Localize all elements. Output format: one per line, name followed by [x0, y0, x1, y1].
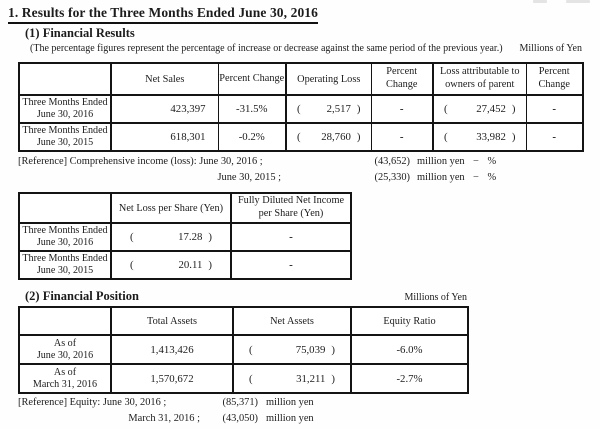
loss-attributable-value: ( 27,452 ) [433, 95, 526, 123]
open-paren: ( [297, 103, 301, 115]
fully-diluted-value: - [231, 223, 351, 251]
financial-results-table [18, 62, 584, 152]
row-label: Three Months Ended June 30, 2015 [19, 251, 111, 279]
table-row-q1-2016 [19, 223, 351, 251]
reference-label: [Reference] Equity: June 30, 2016 ; [18, 397, 167, 408]
financial-position-header-row [19, 307, 468, 335]
col-header-fully-diluted: Fully Diluted Net Income per Share (Yen) [231, 193, 351, 223]
open-paren: ( [249, 343, 253, 356]
close-paren: ) [208, 231, 212, 243]
total-assets-value: 1,413,426 [111, 335, 233, 364]
reference-label: March 31, 2016 ; [128, 413, 200, 424]
reference-value: (85,371) [222, 397, 258, 408]
section-2-heading: (2) Financial Position [25, 289, 139, 303]
close-paren: ) [511, 131, 516, 143]
row-label: As of March 31, 2016 [19, 364, 111, 393]
section-1-heading: (1) Financial Results [25, 26, 135, 40]
open-paren: ( [130, 259, 134, 271]
reference-value: (43,652) [374, 156, 410, 167]
open-paren: ( [444, 131, 448, 143]
equity-reference [18, 397, 582, 429]
row-label: Three Months Ended June 30, 2015 [19, 123, 111, 151]
open-paren: ( [297, 131, 301, 143]
close-paren: ) [356, 131, 361, 143]
reference-unit: million yen [417, 172, 465, 183]
col-header-percent-change-1: Percent Change [218, 63, 286, 95]
col-header-operating-loss: Operating Loss [286, 63, 371, 95]
page-edge-artifact [566, 0, 590, 3]
percentage-note: (The percentage figures represent the percentage of increase or decrease against the same period of the previous year.) [30, 43, 503, 54]
corner-cell [19, 307, 111, 335]
col-header-net-assets: Net Assets [233, 307, 351, 335]
operating-loss-pct-value: - [371, 123, 433, 151]
open-paren: ( [249, 372, 253, 385]
unit-label-millions-of-yen: Millions of Yen [519, 43, 582, 54]
close-paren: ) [208, 259, 212, 271]
loss-attributable-pct-value: - [526, 95, 583, 123]
net-loss-per-share-value: ( 20.11 ) [111, 251, 231, 279]
table-row-march-2016 [19, 364, 468, 393]
net-sales-value: 423,397 [111, 95, 218, 123]
net-sales-pct-value: -0.2% [218, 123, 286, 151]
net-loss-per-share-value: ( 17.28 ) [111, 223, 231, 251]
loss-attributable-pct-value: - [526, 123, 583, 151]
table-row-june-2016 [19, 335, 468, 364]
net-assets-value: ( 75,039 ) [233, 335, 351, 364]
financial-position-table [18, 306, 469, 394]
equity-ratio-value: -6.0% [351, 335, 468, 364]
total-assets-value: 1,570,672 [111, 364, 233, 393]
operating-loss-value: ( 2,517 ) [286, 95, 371, 123]
row-label: As of June 30, 2016 [19, 335, 111, 364]
close-paren: ) [511, 103, 516, 115]
table-row-q1-2016 [19, 95, 583, 123]
col-header-net-sales: Net Sales [111, 63, 218, 95]
close-paren: ) [331, 372, 335, 385]
open-paren: ( [130, 231, 134, 243]
page-edge-artifact [533, 0, 547, 3]
reference-label: [Reference] Comprehensive income (loss): June 30, 2016 ; [18, 156, 263, 167]
operating-loss-pct-value: - [371, 95, 433, 123]
col-header-loss-attributable: Loss attributable to owners of parent [433, 63, 526, 95]
reference-label: June 30, 2015 ; [217, 172, 281, 183]
net-assets-value: ( 31,211 ) [233, 364, 351, 393]
col-header-percent-change-3: Percent Change [526, 63, 583, 95]
corner-cell [19, 193, 111, 223]
col-header-net-loss-per-share: Net Loss per Share (Yen) [111, 193, 231, 223]
reference-unit: million yen [266, 413, 314, 424]
close-paren: ) [356, 103, 361, 115]
operating-loss-value: ( 28,760 ) [286, 123, 371, 151]
col-header-total-assets: Total Assets [111, 307, 233, 335]
col-header-percent-change-2: Percent Change [371, 63, 433, 95]
reference-unit: million yen [417, 156, 465, 167]
net-sales-value: 618,301 [111, 123, 218, 151]
open-paren: ( [444, 103, 448, 115]
financial-results-header-row [19, 63, 583, 95]
reference-percent: − % [473, 172, 497, 183]
net-sales-pct-value: -31.5% [218, 95, 286, 123]
table-row-q1-2015 [19, 251, 351, 279]
row-label: Three Months Ended June 30, 2016 [19, 95, 111, 123]
corner-cell [19, 63, 111, 95]
close-paren: ) [331, 343, 335, 356]
loss-attributable-value: ( 33,982 ) [433, 123, 526, 151]
reference-value: (43,050) [222, 413, 258, 424]
fully-diluted-value: - [231, 251, 351, 279]
comprehensive-income-reference [18, 156, 582, 188]
percentage-note-row [18, 43, 582, 56]
col-header-equity-ratio: Equity Ratio [351, 307, 468, 335]
reference-percent: − % [473, 156, 497, 167]
per-share-header-row [19, 193, 351, 223]
unit-label-millions-of-yen: Millions of Yen [404, 292, 467, 303]
row-label: Three Months Ended June 30, 2016 [19, 223, 111, 251]
equity-ratio-value: -2.7% [351, 364, 468, 393]
per-share-table [18, 192, 352, 280]
reference-unit: million yen [266, 397, 314, 408]
reference-value: (25,330) [374, 172, 410, 183]
page-title: 1. Results for the Three Months Ended June 30, 2016 [8, 5, 318, 24]
table-row-q1-2015 [19, 123, 583, 151]
